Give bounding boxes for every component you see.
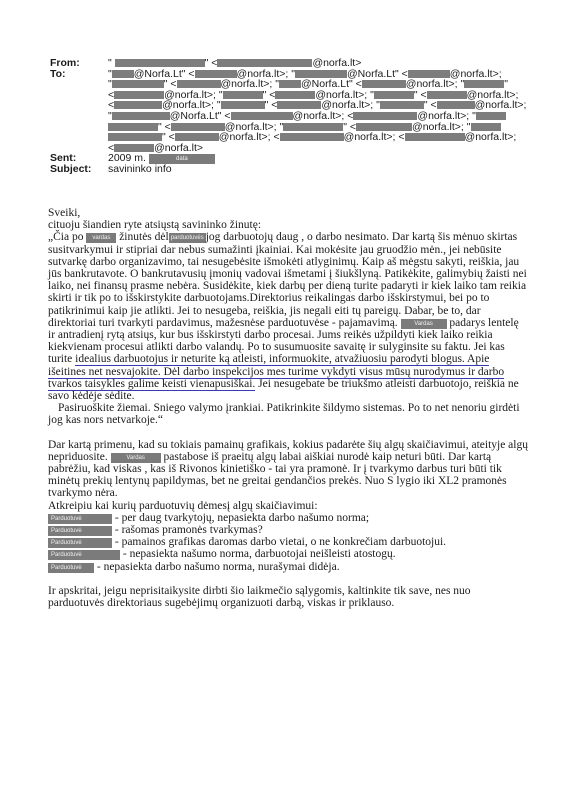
redaction xyxy=(108,133,162,141)
redaction xyxy=(353,112,417,120)
redaction xyxy=(195,70,237,78)
redaction xyxy=(114,91,164,99)
redaction xyxy=(437,101,475,109)
redaction xyxy=(114,144,154,152)
list-item: Parduotuvė - nepasiekta našumo norma, darbuotojai neišleisti atostogų. xyxy=(48,548,528,560)
sent-label: Sent: xyxy=(50,152,77,165)
quoted-message: „Čia po vardas žinutės dėl parduotuvės jog darbuotojų daug , o darbo nesimato. Dar kartą šis mėnuo skirtas susitvarkymui ir stipriai dar nebus sumažinti įkainiai. Kai mokėsite jau gruodžio mėn., jei nebūsite sutvarkę darbo organizavimo, tai nesugebėsite išmokėti atlyginimų. Kaip aš mėgstu sakyti, reiškia, jau jūs bankrutavote. O bankrutavusių įmonių vadovai išmetami į šiukšlyną. Patikėkite, galimybių žaisti nei laiko, nei finansų prasme nebėra. Susidėkite, kiek darbų per dieną turite padaryti ir kiek laiko tam reikia skirti ir tik po to išskirstykite darbuotojams.Direktorius reikalingas darbo išskirstymui, bei po to patikrinimui kaip jie atlikti. Jei to nesugeba, reiškia, jis negali eiti tų pareigų. Dabar, be to, dar direktoriai turi tvarkyti pardavimus, mažesnėse parduotuvėse - pajamavimą. Vardas padarys lentelę ir antradienį rytą atsiųs, kur bus išskirstyti darbo procesai. Jums reikės užpildyti kiek laiko reikia kiekvienam procesui atlikti darbo valandų. Po to susumuosite savaitę ir sulyginsite su faktu. Jei kas turite idealius darbuotojus ir neturite ką atleisti, informuokite, atvažiuosiu parodyti blogus. Apie išeitines net nesvajokite. Dėl darbo inspekcijos mes turime vykdyti visus mūsų nurodymus ir darbo tvarkos taisykles galime keisti vienapusiškai. Jei nesugebate be triukšmo atleisti darbuotojo, reiškia ne savo kėdėje sėdite. xyxy=(48,231,527,403)
redaction xyxy=(112,70,134,78)
redaction xyxy=(275,91,315,99)
attention-line: Atkreipiu kai kurių parduotuvių dėmesį algų skaičiavimui: xyxy=(48,499,318,512)
name-tag: Vardas xyxy=(401,319,447,329)
redaction xyxy=(112,112,170,120)
store-tag: Parduotuvė xyxy=(48,526,112,536)
email-header xyxy=(50,58,540,175)
store-tag: Parduotuvė xyxy=(48,550,120,560)
from-value: " " < @norfa.lt> xyxy=(108,57,362,69)
redaction xyxy=(408,70,450,78)
list-item: Parduotuvė - per daug tvarkytojų, nepasiekta darbo našumo norma; xyxy=(48,512,528,524)
redaction xyxy=(277,101,321,109)
redaction xyxy=(464,80,504,88)
greeting: Sveiki, xyxy=(48,207,81,219)
underlined-passage: idealius darbuotojus ir neturite ką atleisti, informuokite, atvažiuosiu parodyti blogus. Apie išeitines net nesvajokite. Dėl darbo inspekcijos mes turime vykdyti visus mūsų nurodymus ir darbo tvarkos taisykles galime keisti vienapusiškai. xyxy=(48,353,505,390)
sent-value: 2009 m. xyxy=(108,152,146,165)
redaction xyxy=(471,123,501,131)
winter-paragraph: Pasiruoškite žiemai. Sniego valymo įrankiai. Patikrinkite šildymo sistemas. Po to net nenoriu girdėti jog kas nors netvarkoje.“ xyxy=(48,402,520,427)
closing-paragraph: Ir apskritai, jeigu neprisitaikysite dirbti šio laikmečio sąlygomis, kaltinkite tik save, nes nuo parduotuvės direktoriaus sugebėjimų organizuoti darbą, viskas ir priklauso. xyxy=(48,584,471,610)
letter-body xyxy=(48,207,528,609)
redaction xyxy=(280,133,344,141)
redaction xyxy=(171,123,225,131)
from-label: From: xyxy=(50,57,80,69)
subject-value: savininko info xyxy=(108,163,172,176)
list-item: Parduotuvė - nepasiekta darbo našumo norma, nurašymai didėja. xyxy=(48,561,528,573)
redaction xyxy=(217,59,312,67)
to-row xyxy=(50,69,540,154)
store-tag: Parduotuvė xyxy=(48,514,112,524)
name-tag: vardas xyxy=(86,233,116,243)
store-tag: Parduotuvė xyxy=(48,563,94,573)
redaction xyxy=(362,80,406,88)
redaction xyxy=(115,59,205,67)
list-item: Parduotuvė - pamainos grafikas daromas darbo vietai, o ne konkrečiam darbuotojui. xyxy=(48,536,528,548)
redaction xyxy=(283,123,343,131)
redaction xyxy=(356,123,412,131)
store-tag: parduotuvės xyxy=(170,235,204,242)
redaction xyxy=(380,101,424,109)
redaction xyxy=(223,91,263,99)
name-tag: Vardas xyxy=(111,453,161,463)
sent-date-tag: data xyxy=(149,154,215,164)
redaction xyxy=(231,112,293,120)
redaction xyxy=(279,80,301,88)
store-tag: Parduotuvė xyxy=(48,538,112,548)
subject-row xyxy=(50,164,540,175)
redaction xyxy=(476,112,506,120)
list-item: Parduotuvė - rašomas pramonės tvarkymas? xyxy=(48,524,528,536)
to-label: To: xyxy=(50,67,66,80)
redaction xyxy=(427,91,467,99)
redaction xyxy=(112,80,164,88)
intro: cituoju šiandien ryte atsiųstą savininko žinutę: xyxy=(48,219,262,232)
redaction xyxy=(405,133,465,141)
redaction xyxy=(175,133,219,141)
redaction xyxy=(374,91,414,99)
redaction xyxy=(114,101,162,109)
reminder-paragraph: Dar kartą primenu, kad su tokiais pamainų grafikais, kokius padarėte šių algų skaičiavimui, ateityje algų nepriduosite. Vardas pastabose iš praeitų algų labai aiškiai nurodė kaip neturi būti. Dar kartą pabrėžiu, kad viskas , kas iš Rivonos kinietiško - tai yra pramonė. Ir į tvarkymo darbus turi būti tik minėtų prekių lentynų papildymas, bet ne greitai gendančios prekės. Nuo S lygio iki XL2 pramonės tvarkymo nėra. xyxy=(48,438,528,500)
redaction xyxy=(177,80,221,88)
redaction xyxy=(295,70,347,78)
redaction xyxy=(221,101,265,109)
to-value: " @Norfa.Lt" < @norfa.lt>; " @Norfa.Lt" < @norfa.lt>; " " < @norfa.lt>; " @Norfa.Lt" < @norfa.lt>; " " < @norfa.lt>; " " < @norfa.lt>; " " < @norfa.lt>; < @norfa.lt>; " " < @norfa.lt>; " " < @norfa.lt>; " @Norfa.Lt" < @norfa.lt>; < @norfa.lt>; " " < @norfa.lt>; " " < @norfa.lt>; " " < @norfa.lt>; < @norfa.lt>; < @norfa.lt>; < @norfa.lt> xyxy=(108,67,527,154)
redaction xyxy=(108,123,158,131)
subject-label: Subject: xyxy=(50,163,92,176)
